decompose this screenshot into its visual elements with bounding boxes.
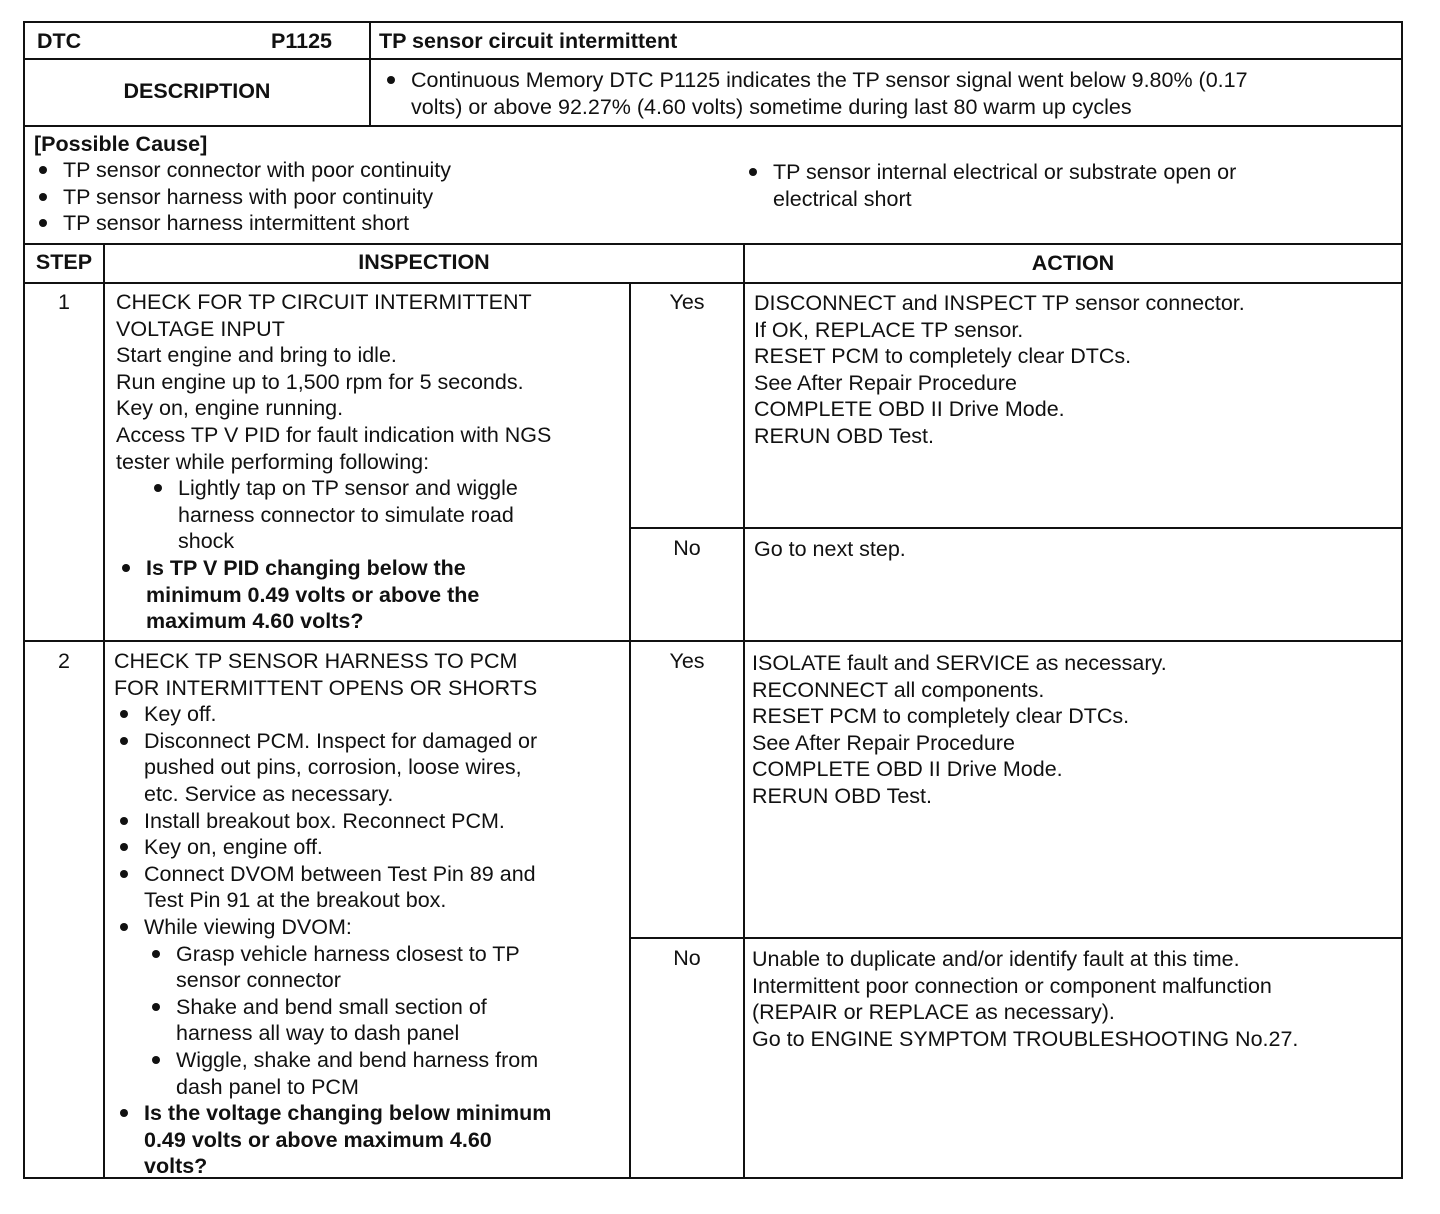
no-label: No <box>673 946 701 970</box>
cause-item: TP sensor connector with poor continuity <box>33 157 451 184</box>
col-divider <box>743 243 745 1177</box>
dtc-table <box>23 21 1403 1179</box>
action-line: DISCONNECT and INSPECT TP sensor connector. <box>754 291 1245 315</box>
description-line: Continuous Memory DTC P1125 indicates the TP sensor signal went below 9.80% (0.17 <box>411 68 1248 92</box>
inspection-line: Key on, engine running. <box>116 396 344 421</box>
action-header: ACTION <box>1031 251 1115 275</box>
yes-label: Yes <box>669 649 705 673</box>
step-1-no-action <box>754 536 906 563</box>
no-label: No <box>673 536 701 560</box>
yes-label: Yes <box>669 290 705 314</box>
inspection-bullet: Key on, engine off. <box>114 834 551 861</box>
inspection-heading: VOLTAGE INPUT <box>116 316 285 341</box>
row-divider <box>25 58 1401 60</box>
step-2-no-action <box>752 946 1298 1052</box>
step-number: 2 <box>58 649 70 673</box>
row-divider <box>25 282 1401 284</box>
inspection-header: INSPECTION <box>358 250 490 274</box>
col-divider <box>103 243 105 1177</box>
step-2-yes-action <box>752 650 1167 810</box>
cause-item: TP sensor harness intermittent short <box>33 210 451 237</box>
inspection-line: Access TP V PID for fault indication with NGS <box>116 422 552 447</box>
inspection-line: Start engine and bring to idle. <box>116 343 397 368</box>
step-header: STEP <box>35 250 93 274</box>
col-divider <box>629 282 631 1177</box>
dtc-code: P1125 <box>271 29 332 53</box>
possible-cause-label: [Possible Cause] <box>34 132 208 156</box>
inspection-line: tester while performing following: <box>116 449 430 474</box>
step-2-inspection <box>114 648 551 1180</box>
action-line: Go to ENGINE SYMPTOM TROUBLESHOOTING No.27. <box>752 1026 1299 1051</box>
inspection-heading: CHECK FOR TP CIRCUIT INTERMITTENT <box>116 290 532 314</box>
action-line: ISOLATE fault and SERVICE as necessary. <box>752 651 1167 675</box>
row-divider <box>25 125 1401 127</box>
inspection-bullet: Connect DVOM between Test Pin 89 and Test Pin 91 at the breakout box. <box>114 861 551 914</box>
possible-cause-right <box>743 159 1236 212</box>
inspection-bullet: Disconnect PCM. Inspect for damaged or pushed out pins, corrosion, loose wires, etc. Service as necessary. <box>114 728 551 808</box>
action-line: See After Repair Procedure <box>754 370 1017 395</box>
action-line: See After Repair Procedure <box>752 730 1015 755</box>
col-divider <box>369 23 371 125</box>
action-line: Go to next step. <box>754 537 906 561</box>
step-1-inspection <box>116 289 551 635</box>
description-text <box>381 67 1248 120</box>
possible-cause-left <box>33 157 451 237</box>
inspection-sub-bullet: Wiggle, shake and bend harness from dash panel to PCM <box>146 1047 551 1100</box>
row-divider <box>25 243 1401 245</box>
action-line: (REPAIR or REPLACE as necessary). <box>752 1000 1115 1025</box>
action-line: COMPLETE OBD II Drive Mode. <box>754 397 1065 422</box>
action-line: RESET PCM to completely clear DTCs. <box>754 344 1132 369</box>
description-label: DESCRIPTION <box>123 79 271 103</box>
inspection-sub-bullet: Shake and bend small section of harness all way to dash panel <box>146 994 551 1047</box>
action-line: RERUN OBD Test. <box>754 423 934 448</box>
inspection-sub-bullet: Grasp vehicle harness closest to TP sensor connector <box>146 941 551 994</box>
dtc-title: TP sensor circuit intermittent <box>379 29 678 53</box>
row-divider <box>25 640 1401 642</box>
step-number: 1 <box>58 290 70 314</box>
inspection-line: Run engine up to 1,500 rpm for 5 seconds. <box>116 369 524 394</box>
description-line: volts) or above 92.27% (4.60 volts) sometime during last 80 warm up cycles <box>411 94 1132 119</box>
step-1-yes-action <box>754 290 1245 450</box>
cause-item: TP sensor internal electrical or substrate open or electrical short <box>743 159 1236 212</box>
inspection-heading: CHECK TP SENSOR HARNESS TO PCM <box>114 649 518 673</box>
action-line: Intermittent poor connection or component malfunction <box>752 973 1272 998</box>
inspection-question: Is TP V PID changing below the minimum 0.49 volts or above the maximum 4.60 volts? <box>116 555 551 635</box>
action-line: If OK, REPLACE TP sensor. <box>754 317 1024 342</box>
action-line: RESET PCM to completely clear DTCs. <box>752 704 1130 729</box>
inspection-sub-bullet: Lightly tap on TP sensor and wiggle harness connector to simulate road shock <box>148 475 551 555</box>
inspection-bullet: Install breakout box. Reconnect PCM. <box>114 808 551 835</box>
dtc-label: DTC <box>37 29 82 53</box>
inspection-heading: FOR INTERMITTENT OPENS OR SHORTS <box>114 675 538 700</box>
cause-item: TP sensor harness with poor continuity <box>33 184 451 211</box>
action-line: COMPLETE OBD II Drive Mode. <box>752 757 1063 782</box>
inspection-bullet: Key off. <box>114 701 551 728</box>
inspection-bullet: While viewing DVOM: <box>114 914 551 941</box>
action-line: RECONNECT all components. <box>752 677 1045 702</box>
inspection-question: Is the voltage changing below minimum 0.49 volts or above maximum 4.60 volts? <box>114 1100 551 1180</box>
action-line: RERUN OBD Test. <box>752 783 932 808</box>
action-line: Unable to duplicate and/or identify fault at this time. <box>752 947 1240 971</box>
